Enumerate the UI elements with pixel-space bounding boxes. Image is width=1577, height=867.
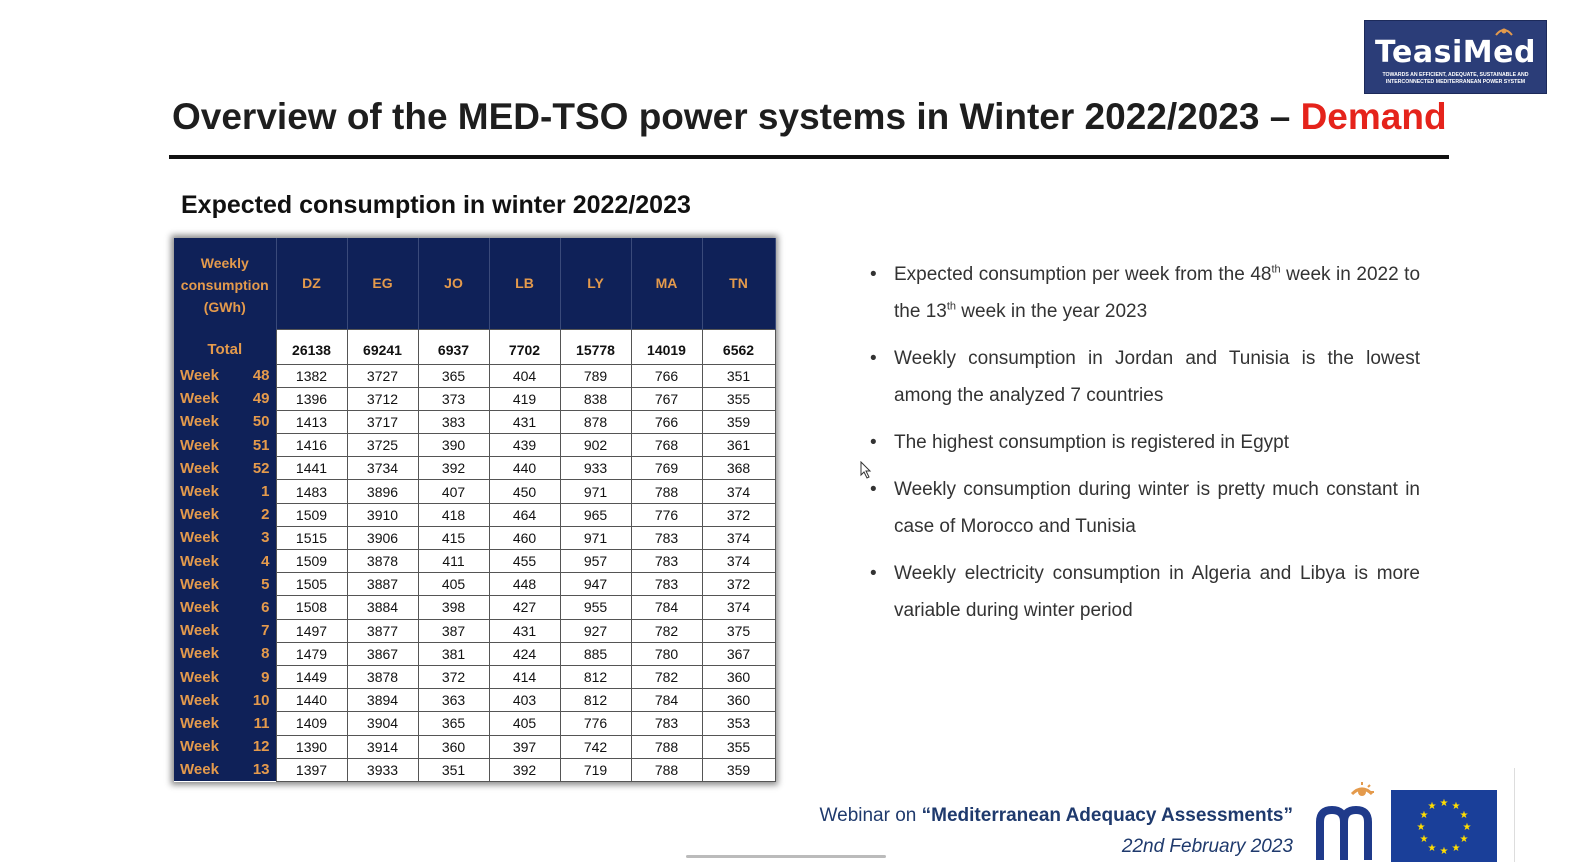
table-cell: 1440: [276, 689, 347, 712]
column-header-ma: MA: [631, 238, 702, 329]
week-label: [174, 526, 276, 549]
table-row: [174, 387, 775, 410]
bullet-text-part: Expected consumption per week from the 48: [894, 264, 1272, 285]
week-word: Week: [180, 436, 219, 454]
table-cell: 355: [702, 735, 775, 758]
table-cell: 3894: [347, 689, 418, 712]
week-label: [174, 387, 276, 410]
table-row: [174, 457, 775, 480]
table-cell: 1483: [276, 480, 347, 503]
table-cell: 351: [702, 364, 775, 387]
week-label: [174, 735, 276, 758]
table-cell: 769: [631, 457, 702, 480]
table-cell: 372: [702, 573, 775, 596]
page-title: [172, 96, 1447, 138]
table-cell: 885: [560, 642, 631, 665]
table-cell: 1515: [276, 526, 347, 549]
week-number: 5: [261, 575, 270, 593]
table-cell: 361: [702, 434, 775, 457]
table-cell: 766: [631, 364, 702, 387]
table-cell: 1449: [276, 665, 347, 688]
week-label: [174, 573, 276, 596]
week-number: 8: [261, 645, 270, 663]
week-number: 11: [253, 714, 270, 732]
week-number: 4: [261, 552, 270, 570]
table-row: [174, 758, 775, 781]
table-cell: 390: [418, 434, 489, 457]
table-row: [174, 364, 775, 387]
week-word: Week: [180, 761, 219, 779]
week-label: [174, 596, 276, 619]
week-number: 6: [261, 598, 270, 616]
table-cell: 440: [489, 457, 560, 480]
week-word: Week: [180, 645, 219, 663]
bullet-item: [870, 424, 1420, 461]
bullet-text: Weekly electricity consumption in Algeria and Libya is more variable during winter period: [894, 563, 1420, 621]
table-cell: 383: [418, 410, 489, 433]
table-cell: 3877: [347, 619, 418, 642]
header-weekly-consumption: [174, 238, 276, 329]
table-cell: 374: [702, 596, 775, 619]
table-cell: 372: [702, 503, 775, 526]
table-cell: 381: [418, 642, 489, 665]
edge-divider: [1514, 768, 1515, 862]
table-row: [174, 434, 775, 457]
table-cell: 971: [560, 480, 631, 503]
title-main: Overview of the MED-TSO power systems in Winter 2022/2023 –: [172, 96, 1301, 137]
week-label: [174, 642, 276, 665]
week-label: [174, 410, 276, 433]
table-cell: 3727: [347, 364, 418, 387]
table-cell: 374: [702, 550, 775, 573]
week-number: 10: [252, 691, 270, 709]
svg-text:★: ★: [1439, 798, 1449, 809]
table-cell: 788: [631, 735, 702, 758]
table-cell: 1509: [276, 503, 347, 526]
mouse-cursor-icon: [860, 461, 872, 479]
table-cell: 957: [560, 550, 631, 573]
bullet-dot-icon: •: [870, 479, 877, 500]
week-label: [174, 434, 276, 457]
week-number: 3: [261, 529, 270, 547]
table-cell: 3914: [347, 735, 418, 758]
table-row: [174, 480, 775, 503]
table-cell: 719: [560, 758, 631, 781]
table-cell: 418: [418, 503, 489, 526]
total-cell: 7702: [489, 329, 560, 364]
total-cell: 14019: [631, 329, 702, 364]
column-header-dz: DZ: [276, 238, 347, 329]
table-cell: 784: [631, 596, 702, 619]
column-header-ly: LY: [560, 238, 631, 329]
horizontal-scrollbar[interactable]: [686, 855, 886, 858]
table-row: [174, 410, 775, 433]
table-cell: 411: [418, 550, 489, 573]
table-cell: 448: [489, 573, 560, 596]
table-cell: 766: [631, 410, 702, 433]
table-cell: 353: [702, 712, 775, 735]
bullet-text: The highest consumption is registered in Egypt: [894, 432, 1289, 453]
week-label: [174, 503, 276, 526]
table-cell: 782: [631, 665, 702, 688]
table-row: [174, 596, 775, 619]
table-row: [174, 689, 775, 712]
bullet-dot-icon: •: [870, 348, 877, 369]
table-cell: 387: [418, 619, 489, 642]
table-cell: 375: [702, 619, 775, 642]
week-word: Week: [180, 575, 219, 593]
table-cell: 3878: [347, 665, 418, 688]
week-word: Week: [180, 459, 219, 477]
footer-event: “Mediterranean Adequacy Assessments”: [921, 805, 1293, 826]
table-cell: 971: [560, 526, 631, 549]
week-label: [174, 364, 276, 387]
week-word: Week: [180, 529, 219, 547]
table-cell: 3887: [347, 573, 418, 596]
table-cell: 812: [560, 689, 631, 712]
week-number: 13: [252, 761, 270, 779]
table-cell: 789: [560, 364, 631, 387]
table-cell: 455: [489, 550, 560, 573]
table-cell: 424: [489, 642, 560, 665]
footer-prefix: Webinar on: [819, 805, 922, 826]
table-cell: 404: [489, 364, 560, 387]
table-cell: 1441: [276, 457, 347, 480]
table-cell: 3867: [347, 642, 418, 665]
key-findings-list: [870, 256, 1420, 639]
table-cell: 365: [418, 712, 489, 735]
week-number: 50: [252, 413, 270, 431]
bullet-text-part: week in the year 2023: [956, 301, 1148, 322]
table-cell: 3878: [347, 550, 418, 573]
total-cell: 26138: [276, 329, 347, 364]
table-cell: 360: [418, 735, 489, 758]
table-cell: 398: [418, 596, 489, 619]
table-row: [174, 665, 775, 688]
svg-text:★: ★: [1459, 834, 1469, 845]
svg-text:★: ★: [1419, 834, 1429, 845]
table-cell: 933: [560, 457, 631, 480]
title-accent: Demand: [1300, 96, 1447, 137]
week-word: Week: [180, 552, 219, 570]
week-word: Week: [180, 598, 219, 616]
week-label: [174, 480, 276, 503]
table-cell: 776: [631, 503, 702, 526]
week-number: 7: [261, 622, 270, 640]
total-row: [174, 329, 775, 364]
table-cell: 373: [418, 387, 489, 410]
footer-date: 22nd February 2023: [1121, 836, 1293, 857]
week-word: Week: [180, 738, 219, 756]
table-cell: 427: [489, 596, 560, 619]
table-cell: 1497: [276, 619, 347, 642]
section-subtitle: Expected consumption in winter 2022/2023: [181, 191, 691, 219]
table-cell: 405: [418, 573, 489, 596]
week-word: Week: [180, 506, 219, 524]
table-cell: 776: [560, 712, 631, 735]
column-header-tn: TN: [702, 238, 775, 329]
table-cell: 431: [489, 410, 560, 433]
table-cell: 351: [418, 758, 489, 781]
header-label-line: Weekly: [200, 254, 249, 271]
bullet-item: [870, 471, 1420, 545]
table-cell: 3734: [347, 457, 418, 480]
footer-webinar-title: [820, 805, 1293, 827]
table-cell: 1390: [276, 735, 347, 758]
table-cell: 3910: [347, 503, 418, 526]
table-row: [174, 573, 775, 596]
svg-text:★: ★: [1439, 846, 1449, 857]
table-cell: 3725: [347, 434, 418, 457]
table-cell: 439: [489, 434, 560, 457]
table-cell: 392: [418, 457, 489, 480]
table-cell: 1396: [276, 387, 347, 410]
superscript: th: [946, 300, 957, 313]
table-cell: 372: [418, 665, 489, 688]
table-cell: 742: [560, 735, 631, 758]
total-cell: 69241: [347, 329, 418, 364]
table-cell: 927: [560, 619, 631, 642]
table-cell: 782: [631, 619, 702, 642]
table-cell: 431: [489, 619, 560, 642]
table-cell: 460: [489, 526, 560, 549]
svg-text:★: ★: [1416, 822, 1426, 833]
total-label: Total: [174, 329, 276, 364]
table-cell: 360: [702, 665, 775, 688]
week-number: 1: [261, 483, 270, 501]
eu-flag: [1391, 790, 1497, 862]
table-cell: 3717: [347, 410, 418, 433]
table-row: [174, 619, 775, 642]
table-row: [174, 735, 775, 758]
table-cell: 374: [702, 480, 775, 503]
total-cell: 6937: [418, 329, 489, 364]
week-word: Week: [180, 714, 219, 732]
table-cell: 788: [631, 758, 702, 781]
table-cell: 360: [702, 689, 775, 712]
table-row: [174, 712, 775, 735]
total-cell: 15778: [560, 329, 631, 364]
table-cell: 838: [560, 387, 631, 410]
title-divider: [169, 155, 1449, 159]
table-cell: 3896: [347, 480, 418, 503]
week-word: Week: [180, 622, 219, 640]
svg-text:★: ★: [1427, 843, 1437, 854]
table-header-row: [174, 238, 775, 329]
table-row: [174, 503, 775, 526]
table-cell: 783: [631, 712, 702, 735]
column-header-jo: JO: [418, 238, 489, 329]
table-cell: 783: [631, 550, 702, 573]
table-cell: 374: [702, 526, 775, 549]
table-cell: 359: [702, 410, 775, 433]
table-row: [174, 550, 775, 573]
total-cell: 6562: [702, 329, 775, 364]
week-label: [174, 712, 276, 735]
teasimed-logo: [1364, 20, 1547, 94]
logo-tagline: TOWARDS AN EFFICIENT, ADEQUATE, SUSTAINABLE AND INTERCONNECTED MEDITERRANEAN POWER SYSTEM: [1382, 72, 1529, 85]
table-cell: 878: [560, 410, 631, 433]
svg-text:★: ★: [1459, 810, 1469, 821]
bullet-text: Weekly consumption during winter is pretty much constant in case of Morocco and Tunisia: [894, 479, 1420, 537]
header-label-line: (GWh): [203, 298, 246, 315]
table-cell: 405: [489, 712, 560, 735]
table-cell: 355: [702, 387, 775, 410]
table-cell: 3712: [347, 387, 418, 410]
table-cell: 947: [560, 573, 631, 596]
table-cell: 783: [631, 526, 702, 549]
week-label: [174, 550, 276, 573]
table-cell: 407: [418, 480, 489, 503]
eu-stars-icon: [1391, 790, 1497, 862]
table-cell: 812: [560, 665, 631, 688]
header-label-line: consumption: [180, 276, 269, 293]
week-label: [174, 457, 276, 480]
table-cell: 419: [489, 387, 560, 410]
table-cell: 1509: [276, 550, 347, 573]
table-cell: 3884: [347, 596, 418, 619]
table-cell: 464: [489, 503, 560, 526]
week-label: [174, 758, 276, 781]
week-word: Week: [180, 691, 219, 709]
table-cell: 1413: [276, 410, 347, 433]
table-cell: 1508: [276, 596, 347, 619]
table-cell: 1382: [276, 364, 347, 387]
bullet-dot-icon: •: [870, 432, 877, 453]
week-label: [174, 665, 276, 688]
week-number: 51: [252, 436, 270, 454]
bullet-dot-icon: •: [870, 563, 877, 584]
bullet-text-part: week in 2022 to the 13: [894, 264, 1421, 322]
svg-text:★: ★: [1419, 810, 1429, 821]
week-number: 9: [261, 668, 270, 686]
column-header-eg: EG: [347, 238, 418, 329]
svg-text:★: ★: [1427, 801, 1437, 812]
column-header-lb: LB: [489, 238, 560, 329]
table-cell: 1409: [276, 712, 347, 735]
table-cell: 363: [418, 689, 489, 712]
table-row: [174, 642, 775, 665]
table-cell: 3904: [347, 712, 418, 735]
bullet-item: [870, 555, 1420, 629]
svg-text:★: ★: [1451, 843, 1461, 854]
consumption-table: [174, 238, 776, 782]
table-cell: 780: [631, 642, 702, 665]
svg-text:★: ★: [1451, 801, 1461, 812]
logo-name: TeasiMed: [1375, 35, 1536, 70]
week-number: 49: [252, 390, 270, 408]
table-cell: 1397: [276, 758, 347, 781]
table-cell: 768: [631, 434, 702, 457]
week-number: 48: [252, 367, 270, 385]
table-cell: 3933: [347, 758, 418, 781]
superscript: th: [1271, 263, 1281, 276]
bullet-text: Weekly consumption in Jordan and Tunisia is the lowest among the analyzed 7 countries: [894, 348, 1420, 406]
week-word: Week: [180, 413, 219, 431]
table-cell: 392: [489, 758, 560, 781]
table-row: [174, 526, 775, 549]
consumption-table-container: [174, 238, 775, 782]
table-cell: 397: [489, 735, 560, 758]
week-word: Week: [180, 390, 219, 408]
table-cell: 955: [560, 596, 631, 619]
table-cell: 1416: [276, 434, 347, 457]
table-cell: 415: [418, 526, 489, 549]
table-cell: 965: [560, 503, 631, 526]
table-cell: 784: [631, 689, 702, 712]
table-cell: 1479: [276, 642, 347, 665]
table-cell: 3906: [347, 526, 418, 549]
table-cell: 365: [418, 364, 489, 387]
table-cell: 450: [489, 480, 560, 503]
table-cell: 788: [631, 480, 702, 503]
table-cell: 403: [489, 689, 560, 712]
week-number: 2: [261, 506, 270, 524]
week-label: [174, 619, 276, 642]
bullet-dot-icon: •: [870, 264, 877, 285]
table-cell: 783: [631, 573, 702, 596]
table-cell: 902: [560, 434, 631, 457]
week-word: Week: [180, 483, 219, 501]
bullet-item: [870, 256, 1420, 330]
week-label: [174, 689, 276, 712]
med-tso-logo-icon: [1312, 780, 1382, 860]
bullet-item: [870, 340, 1420, 414]
svg-text:★: ★: [1462, 822, 1472, 833]
table-cell: 359: [702, 758, 775, 781]
table-cell: 368: [702, 457, 775, 480]
week-number: 52: [252, 459, 270, 477]
table-cell: 367: [702, 642, 775, 665]
week-word: Week: [180, 367, 219, 385]
week-number: 12: [252, 738, 270, 756]
table-cell: 767: [631, 387, 702, 410]
week-word: Week: [180, 668, 219, 686]
table-cell: 414: [489, 665, 560, 688]
table-cell: 1505: [276, 573, 347, 596]
